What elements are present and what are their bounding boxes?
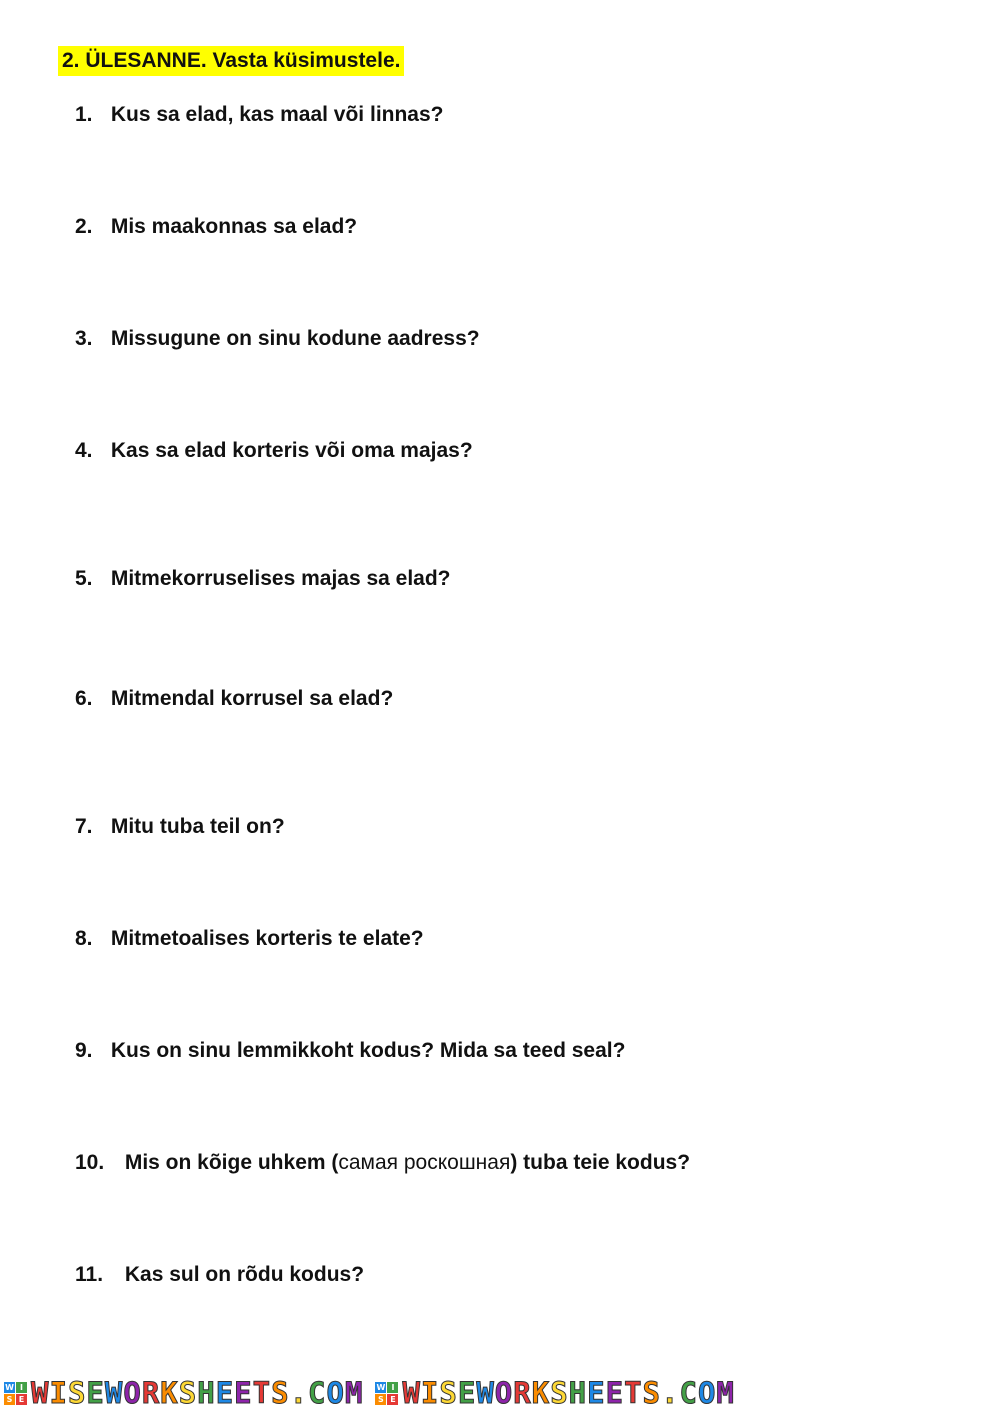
question-number: 9. xyxy=(75,1039,93,1062)
brand-watermark xyxy=(375,1375,734,1411)
question-3 xyxy=(75,325,480,353)
question-number: 6. xyxy=(75,687,93,710)
question-11 xyxy=(75,1261,364,1289)
question-number: 2. xyxy=(75,215,93,238)
question-8 xyxy=(75,925,424,953)
question-text: Mis maakonnas sa elad? xyxy=(110,215,358,238)
logo-icon: W I S E xyxy=(375,1382,398,1405)
question-number: 11. xyxy=(75,1263,104,1286)
question-text: Kas sul on rõdu kodus? xyxy=(124,1263,365,1286)
logo-icon: W I S E xyxy=(4,1382,27,1405)
question-9 xyxy=(75,1037,625,1065)
question-number: 5. xyxy=(75,567,93,590)
question-number: 10. xyxy=(75,1151,105,1174)
brand-text: WISEWORKSHEETS.COM xyxy=(402,1376,735,1410)
question-text: Kas sa elad korteris või oma majas? xyxy=(110,439,473,462)
brand-watermark xyxy=(4,1375,363,1411)
question-text: Mitmendal korrusel sa elad? xyxy=(110,687,394,710)
brand-text: WISEWORKSHEETS.COM xyxy=(31,1376,364,1410)
question-2 xyxy=(75,213,357,241)
question-number: 7. xyxy=(75,815,93,838)
question-text: Mitu tuba teil on? xyxy=(110,815,285,838)
question-text: Kus sa elad, kas maal või linnas? xyxy=(110,103,444,126)
question-1 xyxy=(75,101,444,129)
question-number: 3. xyxy=(75,327,93,350)
question-4 xyxy=(75,437,473,465)
russian-translation: самая роскошная xyxy=(338,1151,511,1174)
question-text: Missugune on sinu kodune aadress? xyxy=(110,327,480,350)
question-number: 8. xyxy=(75,927,93,950)
question-text-end: ) tuba teie kodus? xyxy=(510,1151,691,1174)
question-10 xyxy=(75,1149,690,1177)
question-text: Mitmetoalises korteris te elate? xyxy=(110,927,424,950)
question-text: Kus on sinu lemmikkoht kodus? Mida sa teed seal? xyxy=(110,1039,626,1062)
question-number: 1. xyxy=(75,103,93,126)
question-text: Mis on kõige uhkem ( xyxy=(124,1151,339,1174)
task-title: 2. ÜLESANNE. Vasta küsimustele. xyxy=(58,46,404,76)
question-text: Mitmekorruselises majas sa elad? xyxy=(110,567,451,590)
question-6 xyxy=(75,685,393,713)
question-number: 4. xyxy=(75,439,93,462)
question-7 xyxy=(75,813,285,841)
question-5 xyxy=(75,565,451,593)
footer-watermark xyxy=(0,1373,1000,1413)
